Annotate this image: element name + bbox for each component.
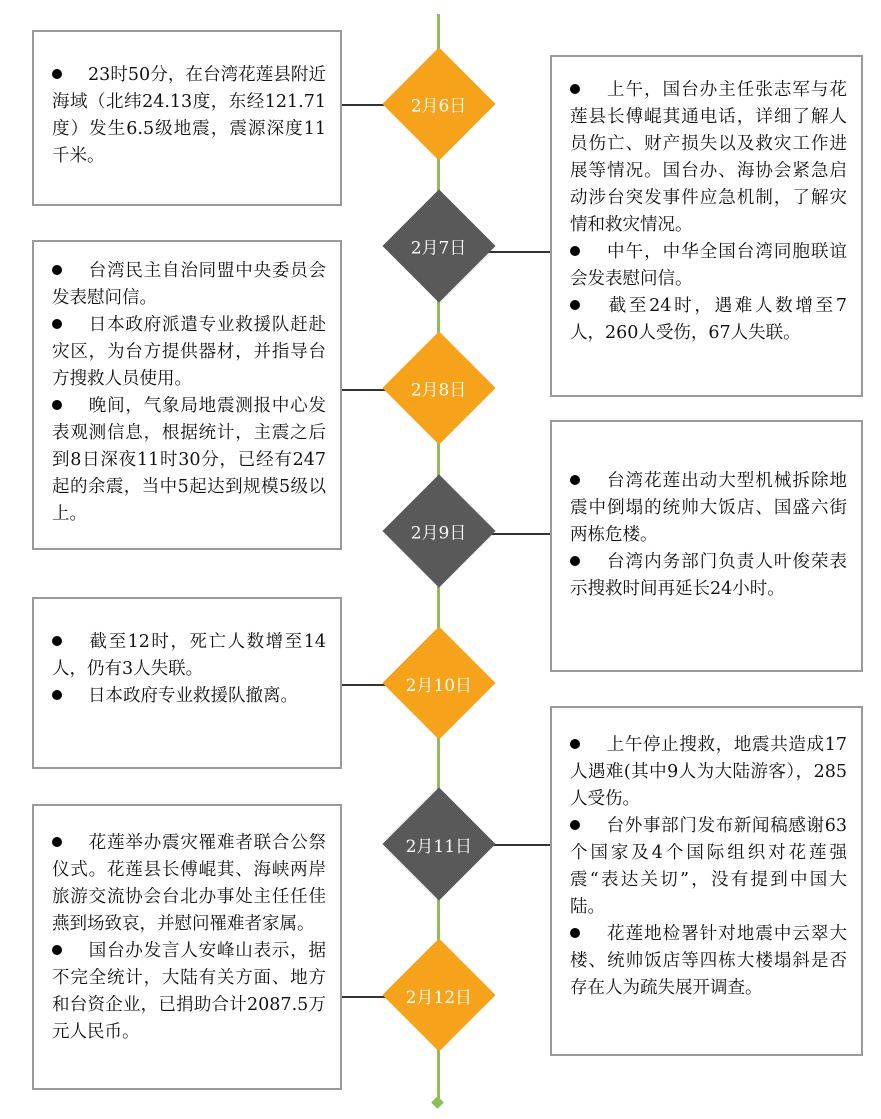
bullet-icon: [570, 246, 580, 256]
event-box-feb6: [32, 30, 342, 206]
date-node-feb11: 2月11日: [382, 787, 495, 900]
bullet-icon: [52, 265, 62, 275]
date-node-feb12: 2月12日: [382, 938, 495, 1051]
date-node-feb8: 2月8日: [382, 331, 495, 444]
bullet-icon: [52, 400, 62, 410]
event-item: 中午，中华全国台湾同胞联谊会发表慰问信。: [570, 242, 847, 289]
bullet-icon: [570, 556, 580, 566]
event-item: 截至12时，死亡人数增至14人，仍有3人失联。: [52, 632, 326, 679]
event-item: 晚间，气象局地震测报中心发表观测信息，根据统计，主震之后到8日深夜11时30分，已经有247起的余震，当中5起达到规模5级以上。: [52, 396, 326, 524]
bullet-icon: [570, 475, 580, 485]
bullet-icon: [52, 319, 62, 329]
event-item: 台湾内务部门负责人叶俊荣表示搜救时间再延长24小时。: [570, 552, 847, 599]
event-box-feb10: [32, 597, 342, 769]
bullet-icon: [52, 945, 62, 955]
date-node-feb10: 2月10日: [382, 626, 495, 739]
bullet-icon: [52, 636, 62, 646]
event-box-feb8: [32, 240, 342, 550]
event-item: 花莲地检署针对地震中云翠大楼、统帅饭店等四栋大楼塌斜是否存在人为疏失展开调查。: [570, 924, 847, 998]
bullet-icon: [570, 739, 580, 749]
date-node-feb6: 2月6日: [382, 47, 495, 160]
event-item: 国台办发言人安峰山表示，据不完全统计，大陆有关方面、地方和台资企业，已捐助合计2087.5万元人民币。: [52, 941, 326, 1042]
bullet-icon: [52, 690, 62, 700]
bullet-icon: [52, 837, 62, 847]
event-item: 23时50分，在台湾花莲县附近海域（北纬24.13度，东经121.71度）发生6.5级地震，震源深度11千米。: [52, 65, 326, 166]
date-node-feb9: 2月9日: [382, 474, 495, 587]
event-item: 台湾花莲出动大型机械拆除地震中倒塌的统帅大饭店、国盛六街两栋危楼。: [570, 471, 847, 545]
date-node-feb7: 2月7日: [382, 189, 495, 302]
bullet-icon: [570, 820, 580, 830]
event-box-feb9: [550, 420, 863, 672]
event-box-feb7: [550, 55, 863, 397]
timeline-end-marker: [431, 1096, 444, 1109]
event-box-feb11: [550, 706, 863, 1056]
bullet-icon: [570, 928, 580, 938]
event-item: 台湾民主自治同盟中央委员会发表慰问信。: [52, 261, 326, 308]
bullet-icon: [570, 84, 580, 94]
event-item: 上午，国台办主任张志军与花莲县长傅崐萁通电话，详细了解人员伤亡、财产损失以及救灾工作进展等情况。国台办、海协会紧急启动涉台突发事件应急机制，了解灾情和救灾情况。: [570, 80, 847, 235]
event-item: 日本政府专业救援队撤离。: [52, 683, 326, 710]
event-item: 上午停止搜救，地震共造成17人遇难(其中9人为大陆游客），285人受伤。: [570, 735, 847, 809]
event-item: 台外事部门发布新闻稿感谢63个国家及4个国际组织对花莲强震“表达关切”，没有提到中国大陆。: [570, 816, 847, 917]
event-item: 截至24时，遇难人数增至7人，260人受伤，67人失联。: [570, 296, 847, 343]
bullet-icon: [570, 300, 580, 310]
event-item: 日本政府派遣专业救援队赶赴灾区，为台方提供器材，并指导台方搜救人员使用。: [52, 315, 326, 389]
event-box-feb12: [32, 804, 342, 1090]
event-item: 花莲举办震灾罹难者联合公祭仪式。花莲县长傅崐萁、海峡两岸旅游交流协会台北办事处主任任佳燕到场致哀，并慰问罹难者家属。: [52, 833, 326, 934]
bullet-icon: [52, 69, 62, 79]
